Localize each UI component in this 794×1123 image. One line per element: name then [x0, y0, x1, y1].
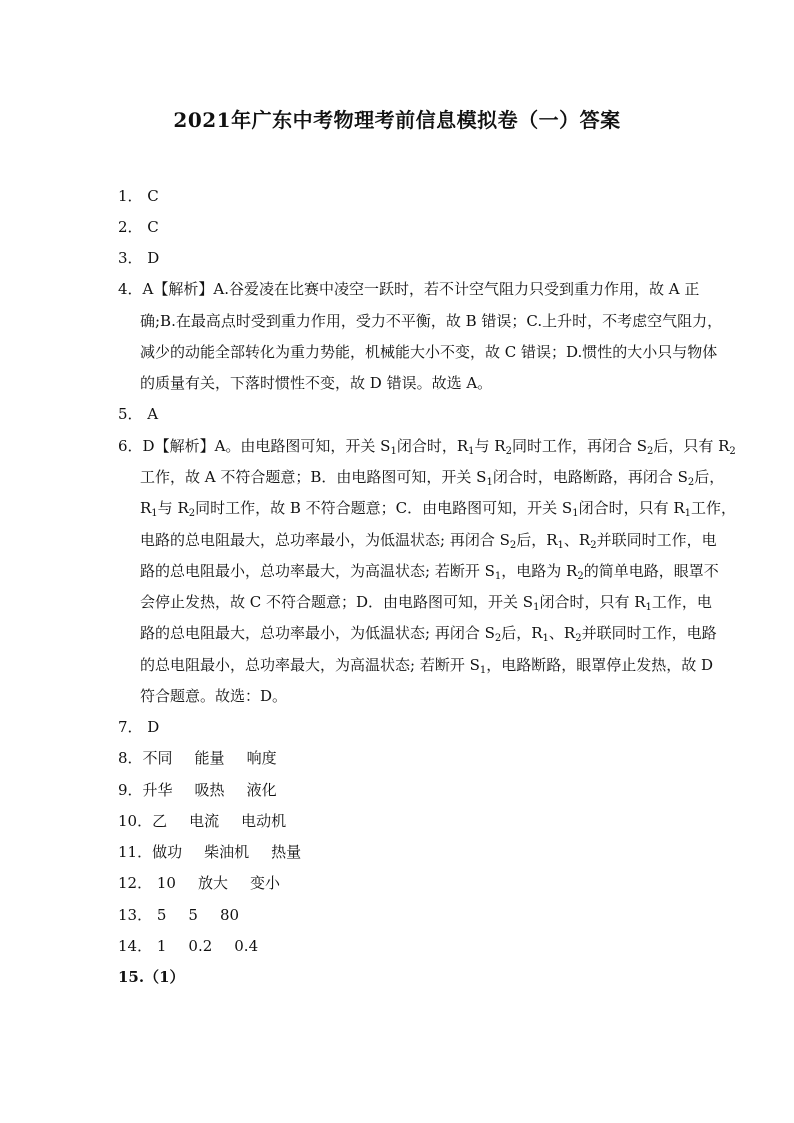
answer-6-line-5: 路的总电阻最小，总功率最大，为高温状态; 若断开 $S_1$，电路为 $R_2$的简单电路，眼罩不	[140, 562, 719, 582]
answer-9: 9．升华 吸热 液化	[118, 781, 277, 799]
answer-15: 15.（1）	[118, 968, 185, 986]
answer-6-line-8: 的总电阻最小，总功率最大，为高温状态; 若断开 $S_1$，电路断路，眼罩停止发热，故 D	[140, 656, 714, 676]
answer-4-line-2: 确;B.在最高点时受到重力作用，受力不平衡，故 B 错误；C.上升时，不考虑空气阻力，	[140, 312, 723, 330]
answer-1: 1． C	[118, 187, 159, 205]
answer-11: 11．做功 柴油机 热量	[118, 843, 302, 861]
answer-6-line-9: 符合题意。故选：D。	[140, 687, 288, 705]
answer-6-line-6: 会停止发热，故 C 不符合题意；D．由电路图可知，开关 $S_1$闭合时，只有 $R_1$工作，电	[140, 593, 712, 613]
answer-10: 10．乙 电流 电动机	[118, 812, 287, 830]
answer-8: 8．不同 能量 响度	[118, 749, 277, 767]
answer-4-line-4: 的质量有关，下落时惯性不变，故 D 错误。故选 A。	[140, 374, 493, 392]
answer-14: 14． 1 0.2 0.4	[118, 937, 259, 955]
answer-4-line-1: 4．A【解析】A.谷爱凌在比赛中凌空一跃时，若不计空气阻力只受到重力作用，故 A 正	[118, 280, 700, 298]
answer-2: 2． C	[118, 218, 159, 236]
answer-4-line-3: 减少的动能全部转化为重力势能，机械能大小不变，故 C 错误；D.惯性的大小只与物体	[140, 343, 718, 361]
answer-12: 12． 10 放大 变小	[118, 874, 280, 892]
page-title: 2021年广东中考物理考前信息模拟卷（一）答案	[173, 108, 621, 132]
answer-6-line-7: 路的总电阻最大，总功率最小，为低温状态; 再闭合 $S_2$后，$R_1$、$R_2$并联同时工作，电路	[140, 624, 717, 644]
answer-6-line-4: 电路的总电阻最大，总功率最小，为低温状态; 再闭合 $S_2$后，$R_1$、$R_2$并联同时工作，电	[140, 531, 717, 551]
answer-3: 3． D	[118, 249, 160, 267]
answer-13: 13． 5 5 80	[118, 906, 240, 924]
answer-5: 5． A	[118, 405, 159, 423]
answer-6-line-1: 6．D【解析】A。由电路图可知，开关 $S_1$闭合时，$R_1$与 $R_2$同时工作，再闭合 $S_2$后，只有 $R_2$	[118, 437, 736, 457]
answer-7: 7． D	[118, 718, 160, 736]
answer-6-line-2: 工作，故 A 不符合题意；B．由电路图可知，开关 $S_1$闭合时，电路断路，再闭合 $S_2$后，	[140, 468, 725, 488]
answer-6-line-3: $R_1$与 $R_2$同时工作，故 B 不符合题意；C．由电路图可知，开关 $S_1$闭合时，只有 $R_1$工作，	[140, 499, 737, 519]
